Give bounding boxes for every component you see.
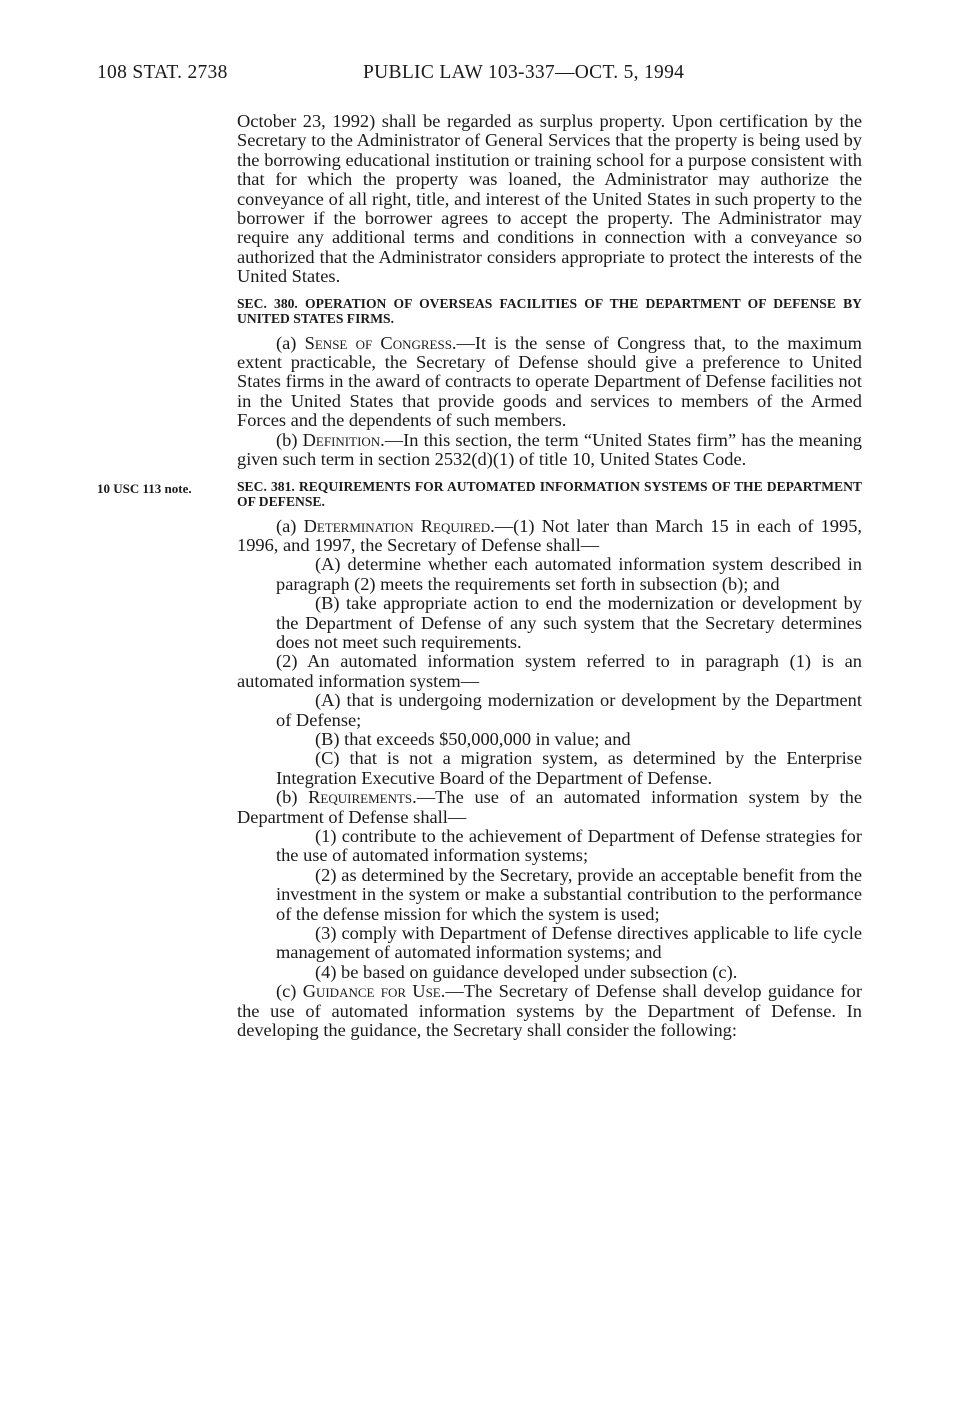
section-381-a2: (2) An automated information system referred to in paragraph (1) is an automated information system— <box>237 651 862 691</box>
section-381-heading-block <box>97 478 862 510</box>
section-381-a2B: (B) that exceeds $50,000,000 in value; and <box>315 728 631 749</box>
section-380-heading: SEC. 380. OPERATION OF OVERSEAS FACILITIES OF THE DEPARTMENT OF DEFENSE BY UNITED STATES FIRMS. <box>237 295 862 327</box>
subsection-caption: Requirements. <box>308 787 417 808</box>
paragraph-surplus-property: October 23, 1992) shall be regarded as surplus property. Upon certification by the Secretary to the Administrator of General Services that the property is being used by the borrowing educational institution or training school for a purpose consistent with that for which the property was loaned, the Administrator may authorize the conveyance of all right, title, and interest of the United States in such property to the borrower if the borrower agrees to accept the property. The Administrator may require any additional terms and conditions in connection with a conveyance so authorized that the Administrator considers appropriate to protect the interests of the United States. <box>237 111 862 287</box>
section-381-subsection-c: (c) Guidance for Use.—The Secretary of Defense shall develop guidance for the use of automated information systems by the Department of Defense. In developing the guidance, the Secretary shall consider the following: <box>237 981 862 1041</box>
subsection-caption: Sense of Congress. <box>304 332 457 353</box>
section-381-a2C: (C) that is not a migration system, as determined by the Enterprise Integration Executive Board of the Department of Defense. <box>276 748 862 788</box>
statute-page-number: 108 STAT. 2738 <box>97 62 228 83</box>
subsection-caption: Determination Required. <box>303 515 495 536</box>
margin-note-usc: 10 USC 113 note. <box>97 480 192 496</box>
section-381-a2A: (A) that is undergoing modernization or development by the Department of Defense; <box>276 690 862 730</box>
section-381-b1: (1) contribute to the achievement of Department of Defense strategies for the use of automated information systems; <box>276 826 862 866</box>
section-381-b2: (2) as determined by the Secretary, provide an acceptable benefit from the investment in the system or make a substantial contribution to the performance of the defense mission for which the system is used; <box>276 864 862 924</box>
section-381-b3: (3) comply with Department of Defense directives applicable to life cycle management of automated information systems; and <box>276 923 862 963</box>
subsection-caption: Guidance for Use. <box>302 981 446 1002</box>
main-text-column <box>97 111 862 1041</box>
section-380-subsection-a: (a) Sense of Congress.—It is the sense of Congress that, to the maximum extent practicable, the Secretary of Defense should give a preference to United States firms in the award of contracts to operate Department of Defense facilities not in the United States that provide goods and services to members of the Armed Forces and the dependents of such members. <box>237 332 862 431</box>
section-381-a1B: (B) take appropriate action to end the modernization or development by the Department of Defense of any such system that the Secretary determines does not meet such requirements. <box>276 593 862 652</box>
section-381-b4: (4) be based on guidance developed under subsection (c). <box>315 961 738 982</box>
section-381-heading: SEC. 381. REQUIREMENTS FOR AUTOMATED INFORMATION SYSTEMS OF THE DEPARTMENT OF DEFENSE. <box>237 478 862 509</box>
section-381-a1A: (A) determine whether each automated information system described in paragraph (2) meets the requirements set forth in subsection (b); and <box>276 554 862 594</box>
subsection-caption: Definition. <box>302 429 385 450</box>
section-381-subsection-b: (b) Requirements.—The use of an automated information system by the Department of Defense shall— <box>237 787 862 827</box>
section-380-subsection-b: (b) Definition.—In this section, the term “United States firm” has the meaning given such term in section 2532(d)(1) of title 10, United States Code. <box>237 429 862 470</box>
public-law-citation: PUBLIC LAW 103-337—OCT. 5, 1994 <box>363 62 685 83</box>
section-381-subsection-a: (a) Determination Required.—(1) Not later than March 15 in each of 1995, 1996, and 1997, the Secretary of Defense shall— <box>237 515 862 555</box>
